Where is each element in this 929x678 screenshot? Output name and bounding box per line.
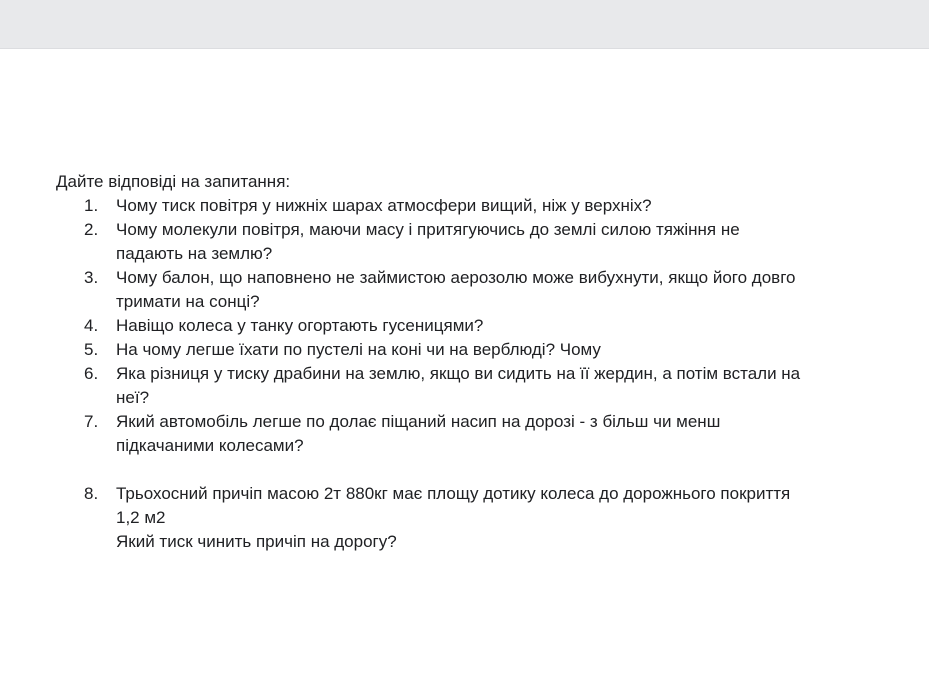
question-text: Чому балон, що наповнено не займистою аерозолю може вибухнути, якщо його довго тримати на сонці?: [116, 268, 796, 311]
question-text: Трьохосний причіп масою 2т 880кг має площу дотику колеса до дорожнього покриття 1,2 м2: [116, 484, 791, 527]
question-item-7: [56, 410, 816, 458]
question-item-3: [56, 266, 816, 314]
question-text: Навіщо колеса у танку огортають гусеницями?: [116, 316, 484, 335]
question-item-8: [56, 482, 816, 554]
question-text: Яка різниця у тиску драбини на землю, якщо ви сидить на її жердин, а потім встали на неї?: [116, 364, 801, 407]
question-item-1: [56, 194, 816, 218]
question-item-6: [56, 362, 816, 410]
question-number: 1.: [84, 196, 99, 215]
document-page: [0, 49, 929, 678]
blank-line: [56, 458, 816, 482]
question-number: 6.: [84, 364, 99, 383]
question-followup-text: Який тиск чинить причіп на дорогу?: [116, 532, 397, 551]
question-text: Чому тиск повітря у нижніх шарах атмосфери вищий, ніж у верхніх?: [116, 196, 652, 215]
question-text: На чому легше їхати по пустелі на коні чи на верблюді? Чому: [116, 340, 601, 359]
question-number: 3.: [84, 268, 99, 287]
question-list: [56, 194, 816, 554]
question-text: Чому молекули повітря, маючи масу і притягуючись до землі силою тяжіння не падають на землю?: [116, 220, 740, 263]
question-item-2: [56, 218, 816, 266]
question-text: Який автомобіль легше по долає піщаний насип на дорозі - з більш чи менш підкачаними колесами?: [116, 412, 721, 455]
question-number: 8.: [84, 484, 99, 503]
top-toolbar-bar: [0, 0, 929, 49]
question-number: 4.: [84, 316, 99, 335]
intro-text: Дайте відповіді на запитання:: [56, 172, 291, 191]
question-number: 7.: [84, 412, 99, 431]
question-number: 2.: [84, 220, 99, 239]
question-item-5: [56, 338, 816, 362]
question-number: 5.: [84, 340, 99, 359]
question-item-4: [56, 314, 816, 338]
